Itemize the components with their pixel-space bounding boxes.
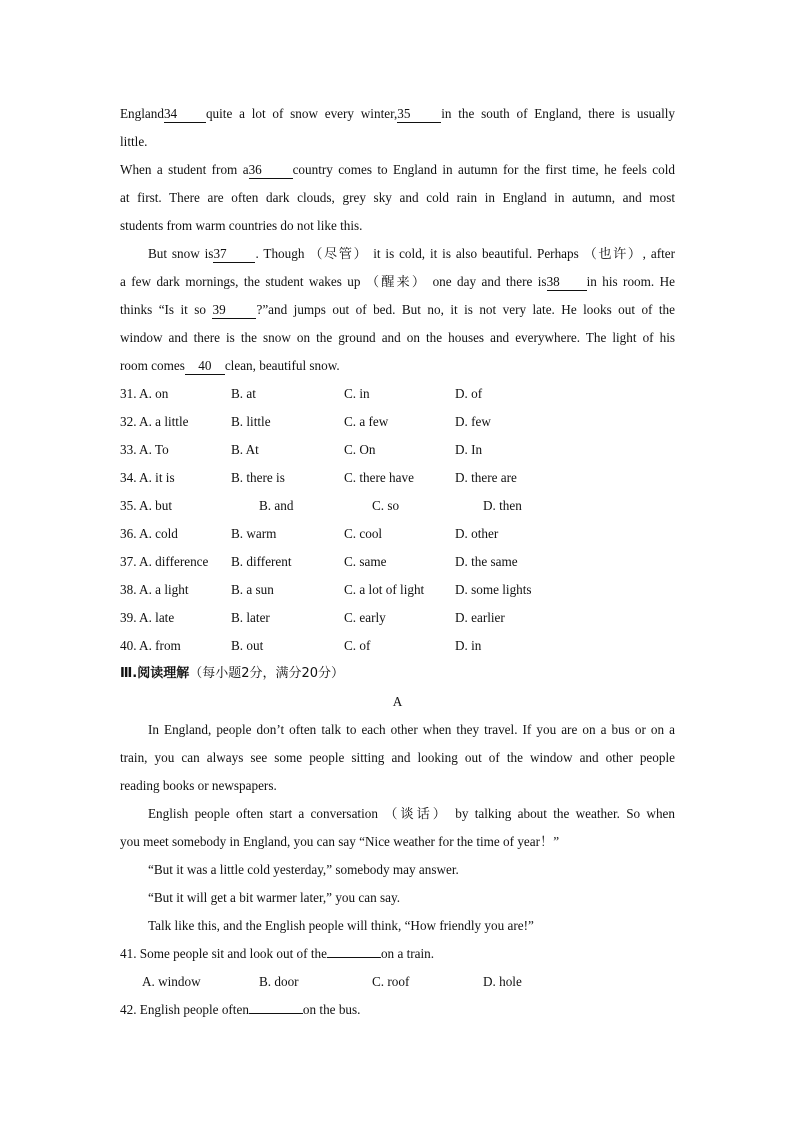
passage-line-9: window and there is the snow on the ground and on the houses and everywhere. The light of his xyxy=(120,330,675,345)
blank-37: 37 xyxy=(213,246,255,263)
passage-line-6: But snow is37 . Though （尽管） it is cold, it is also beautiful. Perhaps （也许）, after xyxy=(148,246,675,261)
reading-heading: A xyxy=(392,694,403,709)
passage-line-3: When a student from a36 country comes to England in autumn for the first time, he feels cold xyxy=(120,162,675,177)
reading-line-4: English people often start a conversation （谈话） by talking about the weather. So when xyxy=(148,806,675,821)
blank-40: 40 xyxy=(185,358,225,375)
answer-blank-41 xyxy=(327,945,381,958)
reading-line-2: train, you can always see some people sitting and looking out of the window and other people xyxy=(120,750,675,765)
passage-line-1: England34 quite a lot of snow every winter,35 in the south of England, there is usually xyxy=(120,106,676,121)
question-41-stem: 41. Some people sit and look out of the on a train. xyxy=(120,946,435,961)
section-heading xyxy=(120,664,344,684)
passage-line-5: students from warm countries do not like this. xyxy=(120,218,363,233)
passage-line-7: a few dark mornings, the student wakes up （醒来） one day and there is38 in his room. He xyxy=(120,274,675,289)
blank-38: 38 xyxy=(547,274,587,291)
reading-line-6: “But it was a little cold yesterday,” somebody may answer. xyxy=(148,862,459,877)
reading-line-3: reading books or newspapers. xyxy=(120,778,277,793)
reading-line-5: you meet somebody in England, you can say “Nice weather for the time of year！” xyxy=(120,834,560,849)
passage-line-4: at first. There are often dark clouds, grey sky and cold rain in England in autumn, and most xyxy=(120,190,675,205)
passage-line-2: little. xyxy=(120,134,148,149)
blank-39: 39 xyxy=(212,302,256,319)
reading-line-7: “But it will get a bit warmer later,” you can say. xyxy=(148,890,401,905)
reading-line-8: Talk like this, and the English people will think, “How friendly you are!” xyxy=(148,918,534,933)
blank-35: 35 xyxy=(397,106,441,123)
passage-line-8: thinks “Is it so 39 ?”and jumps out of bed. But no, it is not very late. He looks out of the xyxy=(120,302,675,317)
reading-line-1: In England, people don’t often talk to each other when they travel. If you are on a bus or on a xyxy=(148,722,675,737)
question-42-stem: 42. English people often on the bus. xyxy=(120,1002,361,1017)
section-note: （每小题2分，满分20分） xyxy=(189,666,345,681)
blank-34: 34 xyxy=(164,106,206,123)
section-title: Ⅲ.阅读理解 xyxy=(120,666,190,681)
passage-line-10: room comes 40 clean, beautiful snow. xyxy=(120,358,340,373)
answer-blank-42 xyxy=(249,1001,303,1014)
blank-36: 36 xyxy=(249,162,293,179)
